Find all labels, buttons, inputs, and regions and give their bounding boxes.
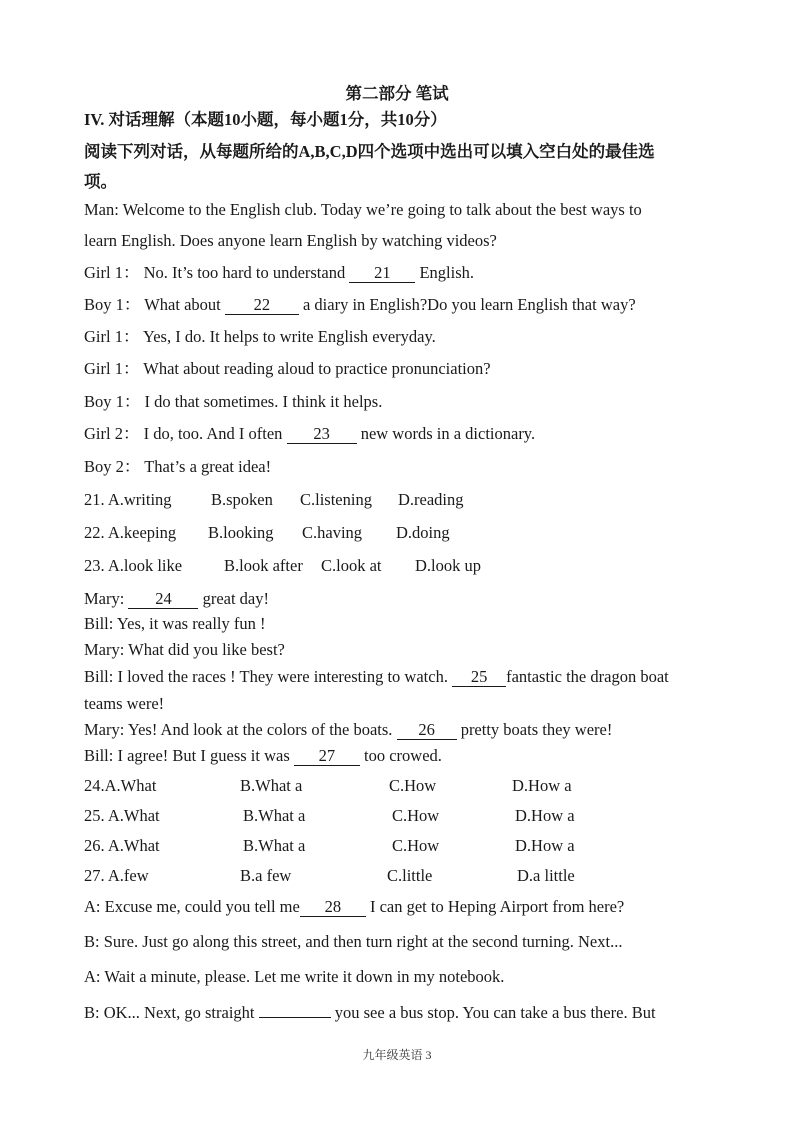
q24-option-a: 24.A.What — [84, 776, 157, 795]
boy1-line-b: Boy 1： I do that sometimes. I think it helps. — [84, 392, 383, 411]
q24-option-b: B.What a — [240, 776, 303, 795]
boy1-line-a-pre: Boy 1： What about — [84, 295, 225, 314]
instruction-line-2: 项。 — [84, 172, 117, 191]
blank-25: 25 — [452, 668, 506, 687]
mary-line-3-pre: Mary: Yes! And look at the colors of the boats. — [84, 720, 397, 739]
girl2-line-post: new words in a dictionary. — [356, 424, 536, 443]
mary-line-1-post: great day! — [198, 589, 269, 608]
bill-line-3-post: too crowed. — [359, 746, 442, 765]
blank-27: 27 — [294, 747, 360, 766]
q22-option-a: 22. A.keeping — [84, 523, 177, 542]
girl1-line-b: Girl 1： Yes, I do. It helps to write English everyday. — [84, 327, 436, 346]
blank-29 — [259, 1017, 331, 1018]
q27-option-c: C.little — [387, 866, 433, 885]
boy1-line-a — [84, 295, 636, 315]
man-line-2: learn English. Does anyone learn English by watching videos? — [84, 231, 497, 250]
bill-line-2-pre: Bill: I loved the races ! They were interesting to watch. — [84, 667, 453, 686]
girl1-line-a — [84, 263, 474, 283]
mary-line-3-post: pretty boats they were! — [456, 720, 613, 739]
q21-option-b: B.spoken — [211, 490, 273, 509]
q22-option-c: C.having — [302, 523, 363, 542]
girl1-line-c: Girl 1： What about reading aloud to practice pronunciation? — [84, 359, 491, 378]
blank-21: 21 — [349, 264, 415, 283]
blank-28: 28 — [300, 898, 366, 917]
q21-option-c: C.listening — [300, 490, 372, 509]
mary-line-1-pre: Mary: — [84, 589, 129, 608]
boy2-line: Boy 2： That’s a great idea! — [84, 457, 272, 476]
q26-option-a: 26. A.What — [84, 836, 160, 855]
q21-option-a: 21. A.writing — [84, 490, 172, 509]
boy1-line-a-post: a diary in English?Do you learn English that way? — [298, 295, 636, 314]
q27-option-a: 27. A.few — [84, 866, 149, 885]
instruction-line-1: 阅读下列对话，从每题所给的A,B,C,D四个选项中选出可以填入空白处的最佳选 — [84, 142, 655, 161]
a-line-1 — [84, 897, 624, 917]
blank-23: 23 — [287, 425, 357, 444]
a-line-1-post: I can get to Heping Airport from here? — [365, 897, 625, 916]
girl2-line — [84, 424, 535, 444]
blank-24: 24 — [128, 590, 198, 609]
bill-line-2b: teams were! — [84, 694, 165, 713]
q23-option-d: D.look up — [415, 556, 481, 575]
bill-line-2 — [84, 667, 669, 687]
mary-line-3 — [84, 720, 612, 740]
b-line-2-post: you see a bus stop. You can take a bus there. But — [330, 1003, 656, 1022]
blank-22: 22 — [225, 296, 299, 315]
bill-line-2-post: fantastic the dragon boat — [506, 667, 669, 686]
bill-line-3 — [84, 746, 442, 766]
q26-option-d: D.How a — [515, 836, 575, 855]
blank-26: 26 — [397, 721, 457, 740]
q23-option-a: 23. A.look like — [84, 556, 183, 575]
girl1-line-a-post: English. — [415, 263, 475, 282]
man-line-1: Man: Welcome to the English club. Today we’re going to talk about the best ways to — [84, 200, 642, 219]
q23-option-b: B.look after — [224, 556, 303, 575]
q22-option-b: B.looking — [208, 523, 274, 542]
page-footer: 九年级英语 3 — [362, 1048, 432, 1062]
girl1-line-a-pre: Girl 1： No. It’s too hard to understand — [84, 263, 350, 282]
q27-option-b: B.a few — [240, 866, 292, 885]
section-heading: IV. 对话理解（本题10小题，每小题1分，共10分） — [84, 110, 447, 129]
bill-line-3-pre: Bill: I agree! But I guess it was — [84, 746, 294, 765]
b-line-2-pre: B: OK... Next, go straight — [84, 1003, 259, 1022]
girl2-line-pre: Girl 2： I do, too. And I often — [84, 424, 287, 443]
bill-line-1: Bill: Yes, it was really fun ! — [84, 614, 266, 633]
q23-option-c: C.look at — [321, 556, 382, 575]
q22-option-d: D.doing — [396, 523, 450, 542]
q27-option-d: D.a little — [517, 866, 575, 885]
mary-line-1 — [84, 589, 269, 609]
q26-option-c: C.How — [392, 836, 440, 855]
a-line-1-pre: A: Excuse me, could you tell me — [84, 897, 300, 916]
a-line-2: A: Wait a minute, please. Let me write it down in my notebook. — [84, 967, 505, 986]
q24-option-d: D.How a — [512, 776, 572, 795]
q25-option-a: 25. A.What — [84, 806, 160, 825]
part-title: 第二部分 笔试 — [345, 84, 449, 103]
q24-option-c: C.How — [389, 776, 437, 795]
q26-option-b: B.What a — [243, 836, 306, 855]
mary-line-2: Mary: What did you like best? — [84, 640, 285, 659]
b-line-2 — [84, 1003, 656, 1023]
q21-option-d: D.reading — [398, 490, 464, 509]
q25-option-d: D.How a — [515, 806, 575, 825]
b-line-1: B: Sure. Just go along this street, and then turn right at the second turning. Next... — [84, 932, 623, 951]
q25-option-c: C.How — [392, 806, 440, 825]
q25-option-b: B.What a — [243, 806, 306, 825]
